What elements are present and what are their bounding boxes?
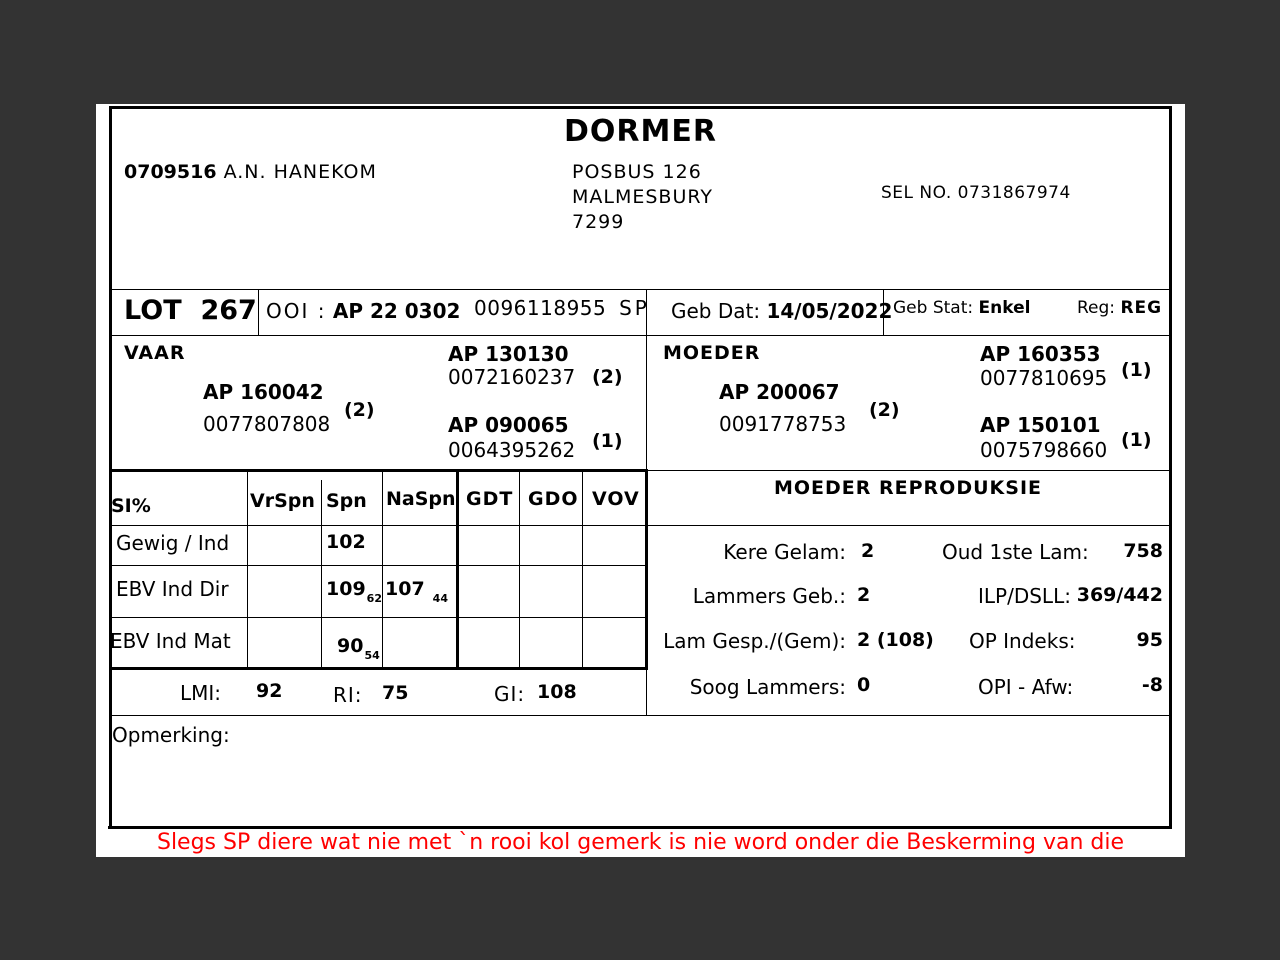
sel-no-value: 0731867974	[957, 183, 1071, 203]
ooi-id: AP 22 0302	[332, 299, 461, 323]
moeder-sire-number: 0077810695	[980, 366, 1108, 390]
remarks-label: Opmerking:	[112, 723, 230, 747]
border-bottom	[108, 826, 1172, 829]
address-line: MALMESBURY	[572, 186, 713, 208]
col-header-vov: VOV	[592, 488, 640, 510]
moeder-dam-number: 0075798660	[980, 438, 1108, 462]
vaar-dam-count: (1)	[592, 430, 623, 452]
col-header-gdt: GDT	[466, 488, 514, 510]
divider	[646, 335, 647, 470]
ebv-dir-spn	[326, 578, 382, 605]
geb-stat-value: Enkel	[978, 298, 1031, 318]
ri-label: RI:	[333, 683, 363, 707]
col-line	[382, 471, 383, 669]
moeder-count: (2)	[869, 399, 900, 421]
lammers-geb-value: 2	[857, 584, 871, 606]
ilp-dsll-value: 369/442	[1076, 584, 1163, 606]
row-line	[110, 525, 1170, 526]
ooi-suffix: SP	[619, 296, 650, 320]
op-indeks-value: 95	[1136, 629, 1163, 651]
ebv-dir-spn-accuracy: 62	[366, 592, 382, 605]
col-line	[321, 480, 322, 669]
reg-label: Reg:	[1077, 298, 1116, 318]
divider	[110, 289, 1170, 290]
vaar-number: 0077807808	[203, 412, 331, 436]
ilp-dsll-label: ILP/DSLL:	[978, 584, 1071, 608]
ebv-dir-spn-value: 109	[326, 578, 366, 600]
moeder-id: AP 200067	[719, 380, 840, 404]
ebv-mat-spn-value: 90	[337, 635, 364, 657]
address-line: POSBUS 126	[572, 161, 702, 183]
kere-gelam-value: 2	[861, 540, 875, 562]
vaar-dam-id: AP 090065	[448, 413, 569, 437]
col-line	[519, 471, 520, 669]
vaar-id: AP 160042	[203, 380, 324, 404]
ri-value: 75	[382, 682, 409, 704]
col-header-vrspn: VrSpn	[250, 490, 315, 512]
vaar-sire-number: 0072160237	[448, 365, 576, 389]
col-line	[247, 471, 248, 669]
divider	[258, 289, 259, 335]
ebv-dir-naspn-value: 107	[385, 578, 425, 600]
ooi-number-value: 0096118955	[474, 296, 607, 320]
ebv-mat-spn-accuracy: 54	[364, 649, 380, 662]
opi-afw-label: OPI - Afw:	[978, 675, 1074, 699]
geb-stat-label: Geb Stat:	[893, 298, 974, 318]
table-bottom	[110, 667, 648, 670]
moeder-number: 0091778753	[719, 412, 847, 436]
lot-number	[124, 295, 257, 326]
col-header-si: SI%	[111, 495, 151, 517]
lam-gesp-value: 2 (108)	[857, 629, 934, 651]
vaar-sire-id: AP 130130	[448, 342, 569, 366]
address-line: 7299	[572, 211, 625, 233]
lot-card	[96, 104, 1185, 857]
ooi-label: OOI :	[266, 299, 327, 323]
lot-label: LOT	[124, 295, 182, 326]
lammers-geb-label: Lammers Geb.:	[692, 584, 846, 608]
col-header-gdo: GDO	[528, 488, 579, 510]
kere-gelam-label: Kere Gelam:	[723, 540, 846, 564]
geb-stat	[893, 298, 1030, 318]
ooi-number	[474, 296, 650, 320]
table-right	[645, 469, 648, 670]
gi-value: 108	[537, 681, 577, 703]
geb-dat-label: Geb Dat:	[671, 299, 761, 323]
sel-no	[881, 183, 1071, 203]
col-header-naspn: NaSpn	[386, 488, 456, 510]
owner	[124, 161, 377, 183]
ebv-dir-naspn	[385, 578, 448, 605]
row-line	[110, 715, 1170, 716]
table-top	[110, 469, 648, 472]
owner-code: 0709516	[124, 161, 217, 183]
lam-gesp-label: Lam Gesp./(Gem):	[663, 629, 846, 653]
vaar-sire-count: (2)	[592, 366, 623, 388]
geb-dat-value: 14/05/2022	[766, 299, 893, 323]
lmi-label: LMI:	[180, 681, 222, 705]
moeder-dam-id: AP 150101	[980, 413, 1101, 437]
moeder-sire-id: AP 160353	[980, 342, 1101, 366]
soog-lammers-label: Soog Lammers:	[689, 675, 846, 699]
vaar-label: VAAR	[124, 342, 186, 364]
ebv-mat-spn	[337, 635, 380, 662]
op-indeks-label: OP Indeks:	[969, 629, 1076, 653]
vaar-dam-number: 0064395262	[448, 438, 576, 462]
row-label-ebv-dir: EBV Ind Dir	[116, 577, 229, 601]
col-line	[582, 471, 583, 669]
border-right	[1169, 106, 1172, 828]
ooi-info	[266, 299, 460, 323]
divider	[646, 470, 1170, 471]
oud-1ste-lam-label: Oud 1ste Lam:	[942, 540, 1089, 564]
border-left	[109, 106, 112, 828]
vaar-count: (2)	[344, 399, 375, 421]
row-label-ebv-mat: EBV Ind Mat	[110, 629, 231, 653]
row-line	[110, 565, 646, 566]
border-top	[110, 106, 1171, 109]
owner-name: A.N. HANEKOM	[223, 161, 377, 183]
divider	[110, 335, 1170, 336]
ebv-dir-naspn-accuracy: 44	[432, 592, 448, 605]
moeder-label: MOEDER	[663, 342, 761, 364]
geb-dat	[671, 299, 892, 323]
sel-no-label: SEL NO.	[881, 183, 952, 203]
reg-value: REG	[1120, 298, 1163, 318]
divider	[646, 669, 647, 715]
col-header-spn: Spn	[326, 490, 367, 512]
gi-label: GI:	[494, 682, 526, 706]
oud-1ste-lam-value: 758	[1123, 540, 1163, 562]
gewig-spn: 102	[326, 531, 366, 553]
soog-lammers-value: 0	[857, 674, 871, 696]
breed-title: DORMER	[564, 114, 717, 149]
row-label-gewig: Gewig / Ind	[116, 531, 230, 555]
reg	[1077, 298, 1162, 318]
moeder-dam-count: (1)	[1121, 429, 1152, 451]
lmi-value: 92	[256, 680, 283, 702]
lot-value: 267	[200, 295, 257, 326]
moeder-reproduksie-title: MOEDER REPRODUKSIE	[773, 477, 1042, 499]
owner-address	[572, 160, 713, 235]
footer-notice: Slegs SP diere wat nie met `n rooi kol gemerk is nie word onder die Beskerming van die	[156, 830, 1124, 855]
col-line	[456, 471, 459, 669]
row-line	[110, 617, 646, 618]
moeder-sire-count: (1)	[1121, 359, 1152, 381]
opi-afw-value: -8	[1141, 674, 1163, 696]
